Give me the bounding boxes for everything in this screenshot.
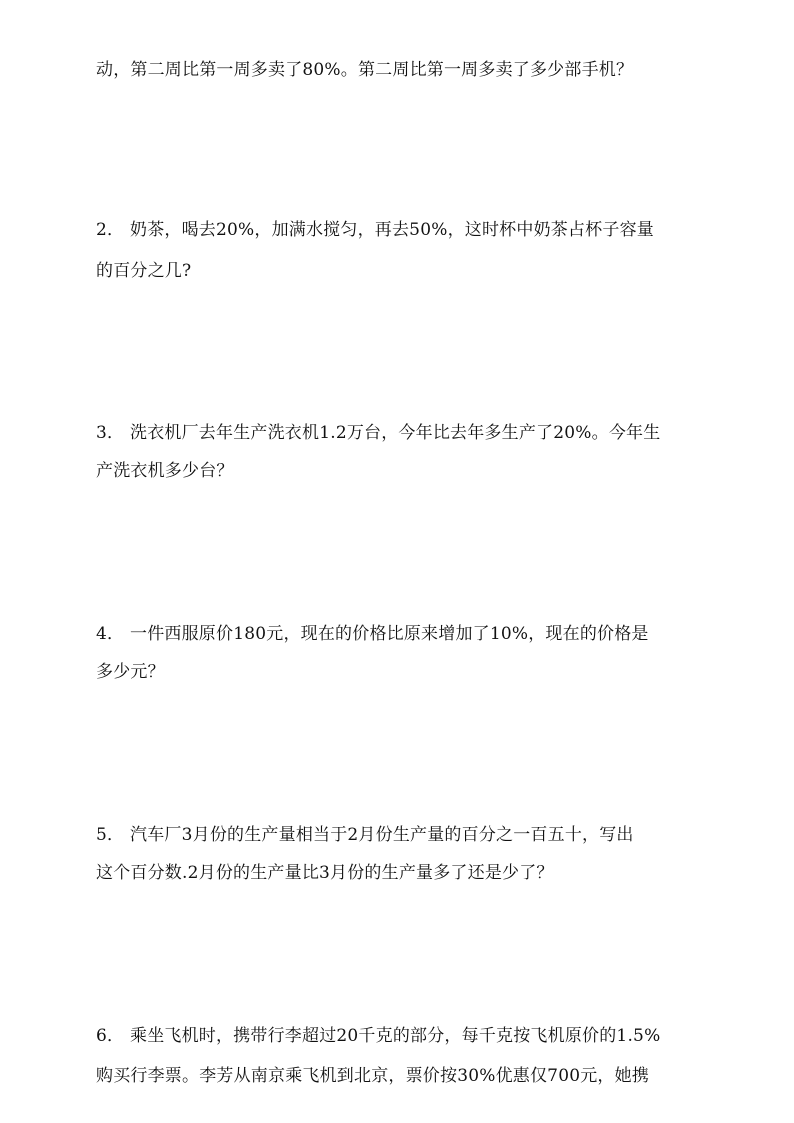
question-text: 汽车厂3月份的生产量相当于2月份生产量的百分之一百五十，写出 (130, 825, 634, 845)
question-text: 一件西服原价180元，现在的价格比原来增加了10%，现在的价格是 (130, 624, 649, 644)
question-number: 3． (96, 423, 125, 443)
question-6-line-1 (96, 1024, 716, 1048)
question-1-continuation: 动，第二周比第一周多卖了80%。第二周比第一周多卖了多少部手机？ (96, 60, 634, 80)
question-3-line-2: 产洗衣机多少台？ (96, 461, 234, 481)
question-2-line-1 (96, 218, 716, 242)
question-text: 乘坐飞机时，携带行李超过20千克的部分，每千克按飞机原价的1.5% (130, 1026, 661, 1046)
question-6-line-2: 购买行李票。李芳从南京乘飞机到北京，票价按30%优惠仅700元，她携 (96, 1066, 650, 1086)
question-number: 4． (96, 624, 125, 644)
question-4-line-1 (96, 622, 716, 646)
question-number: 6． (96, 1026, 125, 1046)
question-number: 5． (96, 825, 125, 845)
question-5-line-2: 这个百分数.2月份的生产量比3月份的生产量多了还是少了？ (96, 863, 554, 883)
question-5-line-1 (96, 823, 716, 847)
question-text: 奶茶，喝去20%，加满水搅匀，再去50%，这时杯中奶茶占杯子容量 (130, 220, 654, 240)
question-number: 2． (96, 220, 125, 240)
question-text: 洗衣机厂去年生产洗衣机1.2万台，今年比去年多生产了20%。今年生 (130, 423, 661, 443)
question-3-line-1 (96, 421, 716, 445)
question-4-line-2: 多少元？ (96, 662, 165, 682)
question-2-line-2: 的百分之几? (96, 261, 192, 281)
